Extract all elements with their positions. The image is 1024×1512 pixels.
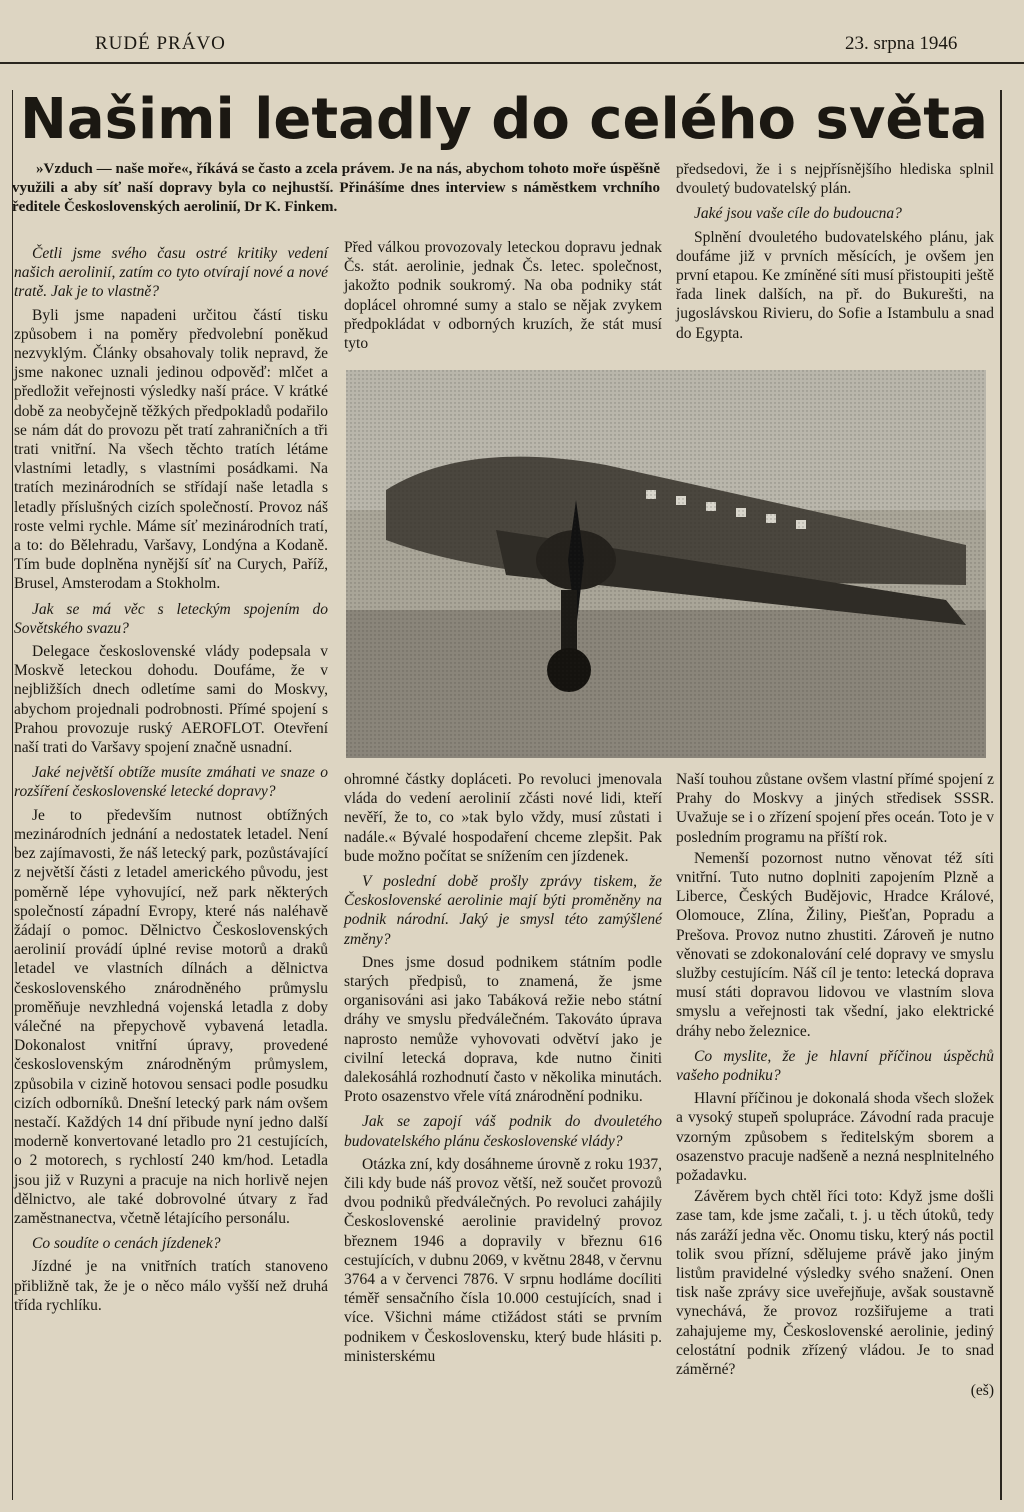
interview-answer: ohromné částky dopláceti. Po revoluci jmenovala vláda do vedení aerolinií zčásti nové lidi, kteří nevěří, že to, co »tak bylo vždy, musí zůstati i nadále.« Bývalé hospodaření chceme zlepšit. Pak bude možno počítat se snížením cen jízdenek. <box>344 771 662 865</box>
masthead-rule <box>0 62 1024 64</box>
right-column-rule <box>1000 90 1002 1500</box>
column-2-top <box>344 238 662 355</box>
interview-answer: Splnění dvouletého budovatelského plánu, jak doufáme již v prvních měsících, je ovšem jen první etapou. Ke zmíněné síti musí přistoupiti ještě řada linek dalších, na př. do Bukurešti, na jugoslávskou Rivieru, do Sofie a Istambulu a snad do Egypta. <box>676 228 994 342</box>
interview-question: Jak se zapojí váš podnik do dvouletého budovatelského plánu československé vlády? <box>344 1113 662 1150</box>
interview-answer: Jízdné je na vnitřních tratích stanoveno přibližně tak, že je o něco málo vyšší než druhá třída rychlíku. <box>14 1258 328 1314</box>
interview-answer: Otázka zní, kdy dosáhneme úrovně z roku 1937, čili kdy bude náš provoz větší, než součet provozů dvou podniků předválečných. Po revoluci zahájily Československé aerolinie pravidelný provoz březnem 1946 a dopravily v březnu 616 cestujících, v dubnu 2069, v květnu 2848, v červnu 3764 a v červenci 7876. V srpnu hodláme docíliti téměř sensačního čísla 10.000 cestujících, snad i více. Všichni máme ctižádost státi se prvním podnikem v Československu, který bude hlásiti p. ministerskému <box>344 1155 663 1365</box>
left-column-rule <box>12 90 13 1500</box>
newspaper-name: RUDÉ PRÁVO <box>95 33 226 54</box>
issue-date: 23. srpna 1946 <box>845 33 958 54</box>
airplane-photo-illustration <box>346 370 986 758</box>
interview-answer: Je to především nutnost obtížných mezinárodních jednání a nedostatek letadel. Není bez zajímavosti, že náš letecký park, pozůstávající z největší části z letadel amerického původu, jest poměrně lépe vyhovující, než park některých společností západní Evropy, které nás naléhavě žádají o pomoc. Dělnictvo Československých aerolinií provádí úplné revise motorů a draků letadel ve vlastních dílnách a dělnictva československého znárodněného průmyslu proměňuje nevzhledná vojenská letadla z doby válečné na přepychově vybavená letadla. Dokonalost vnitřní úpravy, provedené československým znárodněným průmyslem, způsobila v cizině hotovou sensaci podle posudku cizích odborníků. Dnešní letecký park nám ovšem nestačí. Každých 14 dní přibude nyní jedno další moderně konvertované letadlo pro 21 cestujících, o 2 motorech, s rychlostí 240 km/hod. Letadla jsou již v Ruzyni a pracuje na nich horlivě nejen dělnictvo, ale také dobrovolné útvary z řad zaměstnanectva, včetně létajícího personálu. <box>14 806 328 1227</box>
airplane-photo <box>346 370 986 758</box>
column-3-bottom <box>676 770 994 1401</box>
column-3-top <box>676 160 994 345</box>
interview-answer: Hlavní příčinou je dokonalá shoda všech složek a vysoký stupeň spolupráce. Závodní rada pracuje vzorným způsobem s ředitelským sborem a osazenstvo pracuje nadšeně a nezná nesplnitelného požadavku. <box>676 1090 994 1185</box>
interview-question: Co myslite, že je hlavní příčinou úspěchů vašeho podniku? <box>676 1047 994 1085</box>
interview-answer: Byli jsme napadeni určitou částí tisku způsobem i na poměry předvolební poněkud nezvyklým. Články obsahovaly tolik nepravd, že jsme nakonec uznali jedinou odpověď: mlčet a předložit veřejnosti výsledky naší práce. V krátké době za neobyčejně těžkých předpokladů podařilo se nám dát do provozu pět tratí zahraničních a tři trati vnitřní. Na všech těchto tratích létáme vlastními letadly, s vlastními posádkami. Na tratích mezinárodních se střídají naše letadla s letadly příslušných cizích společností. Provoz náš roste velmi rychle. Máme síť mezinárodních tratí, a to: do Bělehradu, Varšavy, Londýna a Kodaně. Tím bude doplněna nynější síť na Curych, Paříž, Brusel, Amsterodam a Stokholm. <box>14 306 328 593</box>
interview-answer: Dnes jsme dosud podnikem státním podle starých předpisů, to znamená, že jsme organisováni asi jako Tabáková režie nebo státní dráhy ve smyslu předválečném. Takováto úprava naprosto nemůže vyhovovati odvětví jako je civilní letecká doprava, kde nutno činiti dalekosáhlá rozhodnutí často v několika minutách. Proto osazenstvo vřele vítá znárodnění podniku. <box>344 953 662 1106</box>
interview-answer: Delegace československé vlády podepsala v Moskvě leteckou dohodu. Doufáme, že v nejbližších dnech odletíme sami do Moskvy, abychom projednali podrobnosti. Přímé spojení s Prahou provozuje ruský AEROFLOT. Otevření naší trati do Varšavy spojení značně usnadní. <box>14 643 328 757</box>
author-signature: (eš) <box>970 1382 994 1400</box>
interview-question: Četli jsme svého času ostré kritiky vedení našich aerolinií, zatím co tyto otvírají nové a nové tratě. Jak je to vlastně? <box>14 245 328 301</box>
column-1 <box>14 238 328 1317</box>
column-2-bottom <box>344 770 662 1368</box>
interview-question: Jaké největší obtíže musíte zmáhati ve snaze o rozšíření československé letecké dopravy? <box>14 764 328 801</box>
interview-answer: Nemenší pozornost nutno věnovat též síti vnitřní. Tuto nutno doplniti zapojením Plzně a Liberce, Českých Budějovic, Hradce Králové, Olomouce, Zlína, Žiliny, Piešťan, Popradu a Prešova. Provoz nutno zhustiti. Zároveň je nutno věnovati se zdokonalování celé dopravy ve smyslu služby cestujícím. Náš cíl je tento: letecká doprava musí státi dopravou lidovou ve vlastním slova smyslu a veřejnosti tak všední, jako elektrické dráhy nebo železnice. <box>676 849 994 1040</box>
interview-answer: Naší touhou zůstane ovšem vlastní přímé spojení z Prahy do Moskvy a jiných středisek SSSR. Uvažuje se i o zřízení spojení přes oceán. Toto je v posledním programu na příští rok. <box>676 771 994 846</box>
interview-question: Jaké jsou vaše cíle do budoucna? <box>694 205 902 223</box>
interview-question: Jak se má věc s leteckým spojením do Sovětského svazu? <box>14 600 328 637</box>
article-intro: »Vzduch — naše moře«, říkává se často a zcela právem. Je na nás, abychom tohoto moře úspěšně využili a aby síť naší dopravy byla co nejhustší. Přinášíme dnes interview s náměstkem vrchního ředitele Československých aerolinií, Dr K. Finkem. <box>12 161 660 215</box>
interview-answer: Závěrem bych chtěl říci toto: Když jsme došli zase tam, kde jsme začali, t. j. u těch útoků, tedy nás zaráží jedna věc. Onomu tisku, který nás poctil tolik svou přízní, sdělujeme právě jako jiným listům pravidelné výsledky svého snažení. Onen tisk naše zprávy sice uveřejňuje, avšak soustavně vynechává, že provoz rozšiřujeme a trati zahajujeme my, Československé aerolinie, jediný celostátní podnik zřízený vládou. Je to snad záměrné? <box>676 1188 994 1379</box>
article-headline: Našimi letadly do celého světa <box>20 87 988 152</box>
interview-question: Co soudíte o cenách jízdenek? <box>32 1235 221 1253</box>
interview-question: V poslední době prošly zprávy tiskem, že Československé aerolinie mají býti proměněny na podnik národní. Jaký je smysl této zamýšlené změny? <box>344 873 662 948</box>
interview-answer: předsedovi, že i s nejpřísnějšího hlediska splnil dvouletý budovatelský plán. <box>676 161 994 198</box>
paragraph: Před válkou provozovaly leteckou dopravu jednak Čs. stát. aerolinie, jednak Čs. letec. společnost, jakožto podnik soukromý. Na oba podniky stát doplácel ohromné sumy a stalo se nějak zvykem předpokládat v odborných kruzích, že stát musí tyto <box>344 239 662 353</box>
